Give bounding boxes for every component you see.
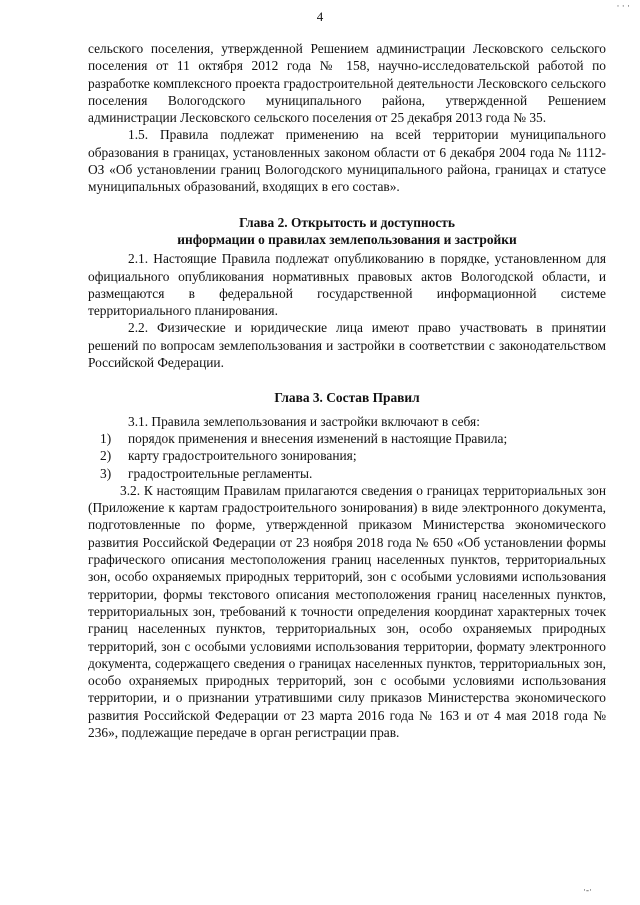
list-item — [88, 465, 606, 482]
chapter-2-title-line-2: информации о правилах землепользования и застройки — [177, 231, 517, 247]
paragraph-3-1: 3.1. Правила землепользования и застройки включают в себя: — [128, 413, 480, 429]
list-item — [88, 430, 606, 447]
paragraph-1-5: 1.5. Правила подлежат применению на всей территории муниципального образования в границах, установленных законом области от 6 декабря 2004 года № 1112-ОЗ «Об установлении границ Вологодского муниципального района, границах и статусе муниципальных образований, входящих в его состав». — [88, 127, 606, 195]
list-item-number: 3) — [100, 465, 112, 481]
page-number: 4 — [316, 9, 324, 24]
document-body — [88, 40, 606, 741]
scan-artifact-mark: · · · — [616, 1, 630, 11]
list-item-text: градостроительные регламенты. — [128, 465, 313, 481]
scan-artifact-mark-bottom: ·-· — [583, 884, 592, 895]
paragraph-intro-continuation: сельского поселения, утвержденной Решением администрации Лесковского сельского поселения от 11 октября 2012 года № 158, научно-исследовательской работой по разработке комплексного проекта градостроительной деятельности Лесковского сельского поселения Вологодского муниципального района, утвержденной Решением администрации Лесковского сельского поселения от 25 декабря 2013 года № 35. — [88, 41, 606, 126]
list-item-text: карту градостроительного зонирования; — [128, 448, 357, 464]
paragraph-2-2: 2.2. Физические и юридические лица имеют право участвовать в принятии решений по вопросам землепользования и застройки в соответствии с законодательством Российской Федерации. — [88, 320, 606, 371]
list-item-number: 2) — [100, 448, 112, 464]
chapter-2-heading — [88, 214, 606, 249]
chapter-2-title-line-1: Глава 2. Открытость и доступность — [239, 214, 455, 230]
list-item-text: порядок применения и внесения изменений в настоящие Правила; — [128, 430, 508, 446]
list-item — [88, 447, 606, 464]
paragraph-3-2: 3.2. К настоящим Правилам прилагаются сведения о границах территориальных зон (Приложение к картам градостроительного зонирования) в виде электронного документа, подготовленные по форме, утвержденной приказом Министерства экономического развития Российской Федерации от 23 ноября 2018 года № 650 «Об установлении формы графического описания местоположения границ населенных пунктов, территориальных зон, особо охраняемых природных территорий, зон с особыми условиями использования территории, формы текстового описания местоположения границ населенных пунктов, территориальных зон, требований к точности определения координат характерных точек границ населенных пунктов, территориальных зон, особо охраняемых природных территорий, зон с особыми условиями использования территории, формату электронного документа, содержащего сведения о границах населенных пунктов, территориальных зон, особо охраняемых природных территорий, зон с особыми условиями использования территории, и о признании утратившими силу приказов Министерства экономического развития Российской Федерации от 23 марта 2016 года № 163 и от 4 мая 2018 года № 236», подлежащие передаче в орган регистрации прав. — [88, 482, 606, 740]
chapter-3-heading: Глава 3. Состав Правил — [274, 390, 420, 406]
list-item-number: 1) — [100, 430, 112, 446]
paragraph-2-1: 2.1. Настоящие Правила подлежат опубликованию в порядке, установленном для официального опубликования нормативных правовых актов Вологодской области, и размещаются в федеральной государственной информационной системе территориального планирования. — [88, 251, 606, 319]
